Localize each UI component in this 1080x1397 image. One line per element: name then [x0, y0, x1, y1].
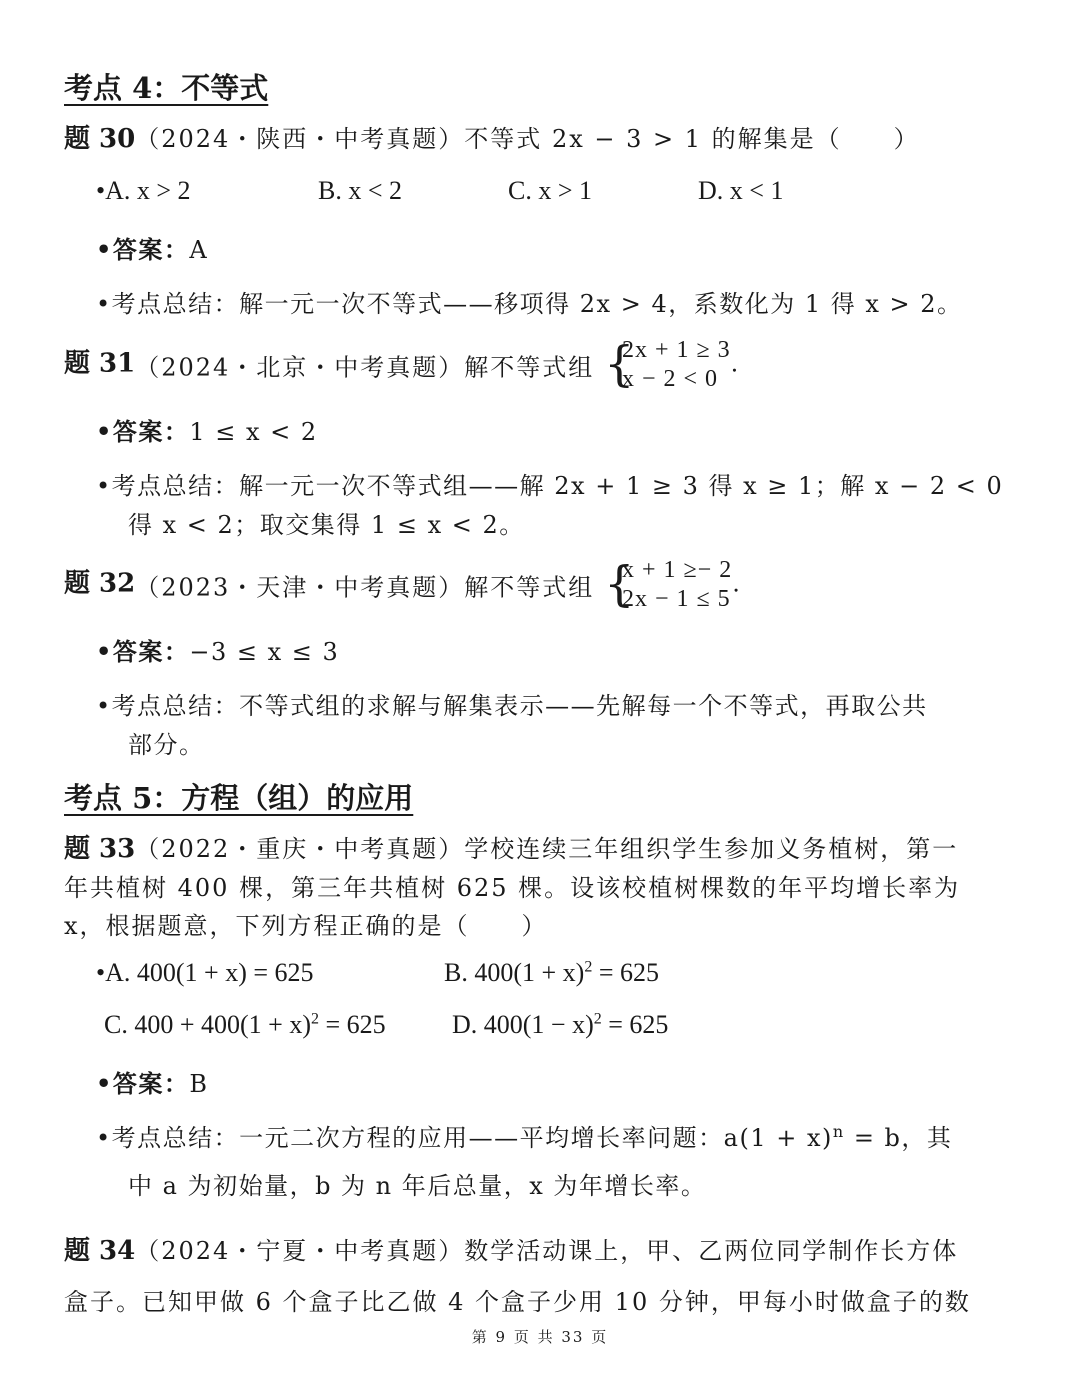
page-footer: 第 9 页 共 33 页 — [471, 1328, 609, 1346]
option-a: •A. x > 2 — [96, 176, 191, 205]
summary-33-line2: 中 a 为初始量，b 为 n 年后总量，x 为年增长率。 — [128, 1172, 707, 1200]
brace-icon: { — [603, 336, 637, 392]
answer-label: •答案： — [96, 1069, 190, 1098]
question-number: 题 34 — [64, 1236, 136, 1266]
question-text: （2024・宁夏・中考真题）数学活动课上，甲、乙两位同学制作长方体 — [135, 1237, 959, 1265]
option-d: D. x < 1 — [698, 176, 784, 205]
section-title-equations: 考点 5：方程（组）的应用 — [64, 781, 414, 815]
answer-32 — [96, 632, 339, 667]
system-row: 2x + 1 ≥ 3 — [621, 337, 731, 363]
option-b: B. x < 2 — [318, 176, 403, 205]
answer-label: •答案： — [96, 637, 190, 666]
summary-32-line1: •考点总结：不等式组的求解与解集表示——先解每一个不等式，再取公共 — [96, 692, 928, 720]
option-a: •A. 400(1 + x) = 625 — [96, 958, 314, 987]
answer-33 — [96, 1064, 208, 1099]
question-32: 题 32（2023・天津・中考真题）解不等式组 { x + 1 ≥− 2 2x − 1 ≤ 5. — [64, 556, 742, 612]
answer-value: 1 ≤ x < 2 — [189, 418, 318, 446]
answer-label: •答案： — [96, 235, 190, 264]
answer-value: B — [189, 1070, 209, 1098]
answer-31 — [96, 412, 318, 447]
answer-value: A — [189, 236, 209, 264]
question-34-line2: 盒子。已知甲做 6 个盒子比乙做 4 个盒子少用 10 分钟，甲每小时做盒子的数 — [64, 1288, 971, 1316]
question-33-line1 — [64, 828, 958, 865]
question-33-line2: 年共植树 400 棵，第三年共植树 625 棵。设该校植树棵数的年平均增长率为 — [64, 874, 961, 902]
summary-33-line1: •考点总结：一元二次方程的应用——平均增长率问题：$a(1 + x)^n = b$，其 — [96, 1122, 953, 1152]
question-number: 题 33 — [64, 834, 136, 864]
question-number: 题 31 — [64, 348, 136, 379]
summary-31-line1: •考点总结：解一元一次不等式组——解 2x + 1 ≥ 3 得 x ≥ 1；解 x − 2 < 0 — [96, 472, 1004, 500]
brace-icon: { — [603, 556, 637, 612]
question-number: 题 32 — [64, 568, 136, 599]
question-text: （2023・天津・中考真题）解不等式组 — [135, 573, 595, 602]
question-30 — [64, 118, 920, 155]
option-d: D. $400(1 - x)^2 = 625$ — [452, 1010, 669, 1039]
option-b: B. $400(1 + x)^2 = 625$ — [444, 958, 659, 987]
question-text: （2024・北京・中考真题）解不等式组 — [135, 353, 595, 382]
question-number: 题 30 — [64, 124, 136, 154]
summary-32-line2: 部分。 — [128, 731, 205, 759]
section-title-inequality: 考点 4：不等式 — [64, 71, 269, 105]
answer-value: −3 ≤ x ≤ 3 — [189, 638, 340, 666]
summary-30: •考点总结：解一元一次不等式——移项得 2x > 4，系数化为 1 得 x > 2。 — [96, 290, 963, 318]
inequality-system — [604, 556, 732, 614]
question-33-line3: x，根据题意，下列方程正确的是（ ） — [64, 912, 548, 940]
question-text: （2024・陕西・中考真题）不等式 2x − 3 > 1 的解集是（ ） — [135, 125, 920, 153]
summary-31-line2: 得 x < 2；取交集得 1 ≤ x < 2。 — [128, 511, 525, 539]
answer-30 — [96, 230, 208, 265]
system-row: x + 1 ≥− 2 — [621, 557, 733, 583]
inequality-system — [604, 336, 731, 394]
option-c: C. x > 1 — [508, 176, 593, 205]
answer-label: •答案： — [96, 417, 190, 446]
question-text: （2022・重庆・中考真题）学校连续三年组织学生参加义务植树，第一 — [135, 835, 959, 863]
question-31: 题 31（2024・北京・中考真题）解不等式组 { 2x + 1 ≥ 3 x − 2 < 0. — [64, 336, 741, 392]
option-c: C. $400 + 400(1 + x)^2 = 625$ — [104, 1010, 386, 1039]
system-row: 2x − 1 ≤ 5 — [621, 586, 731, 612]
question-34-line1 — [64, 1230, 958, 1267]
system-row: x − 2 < 0 — [621, 366, 719, 392]
